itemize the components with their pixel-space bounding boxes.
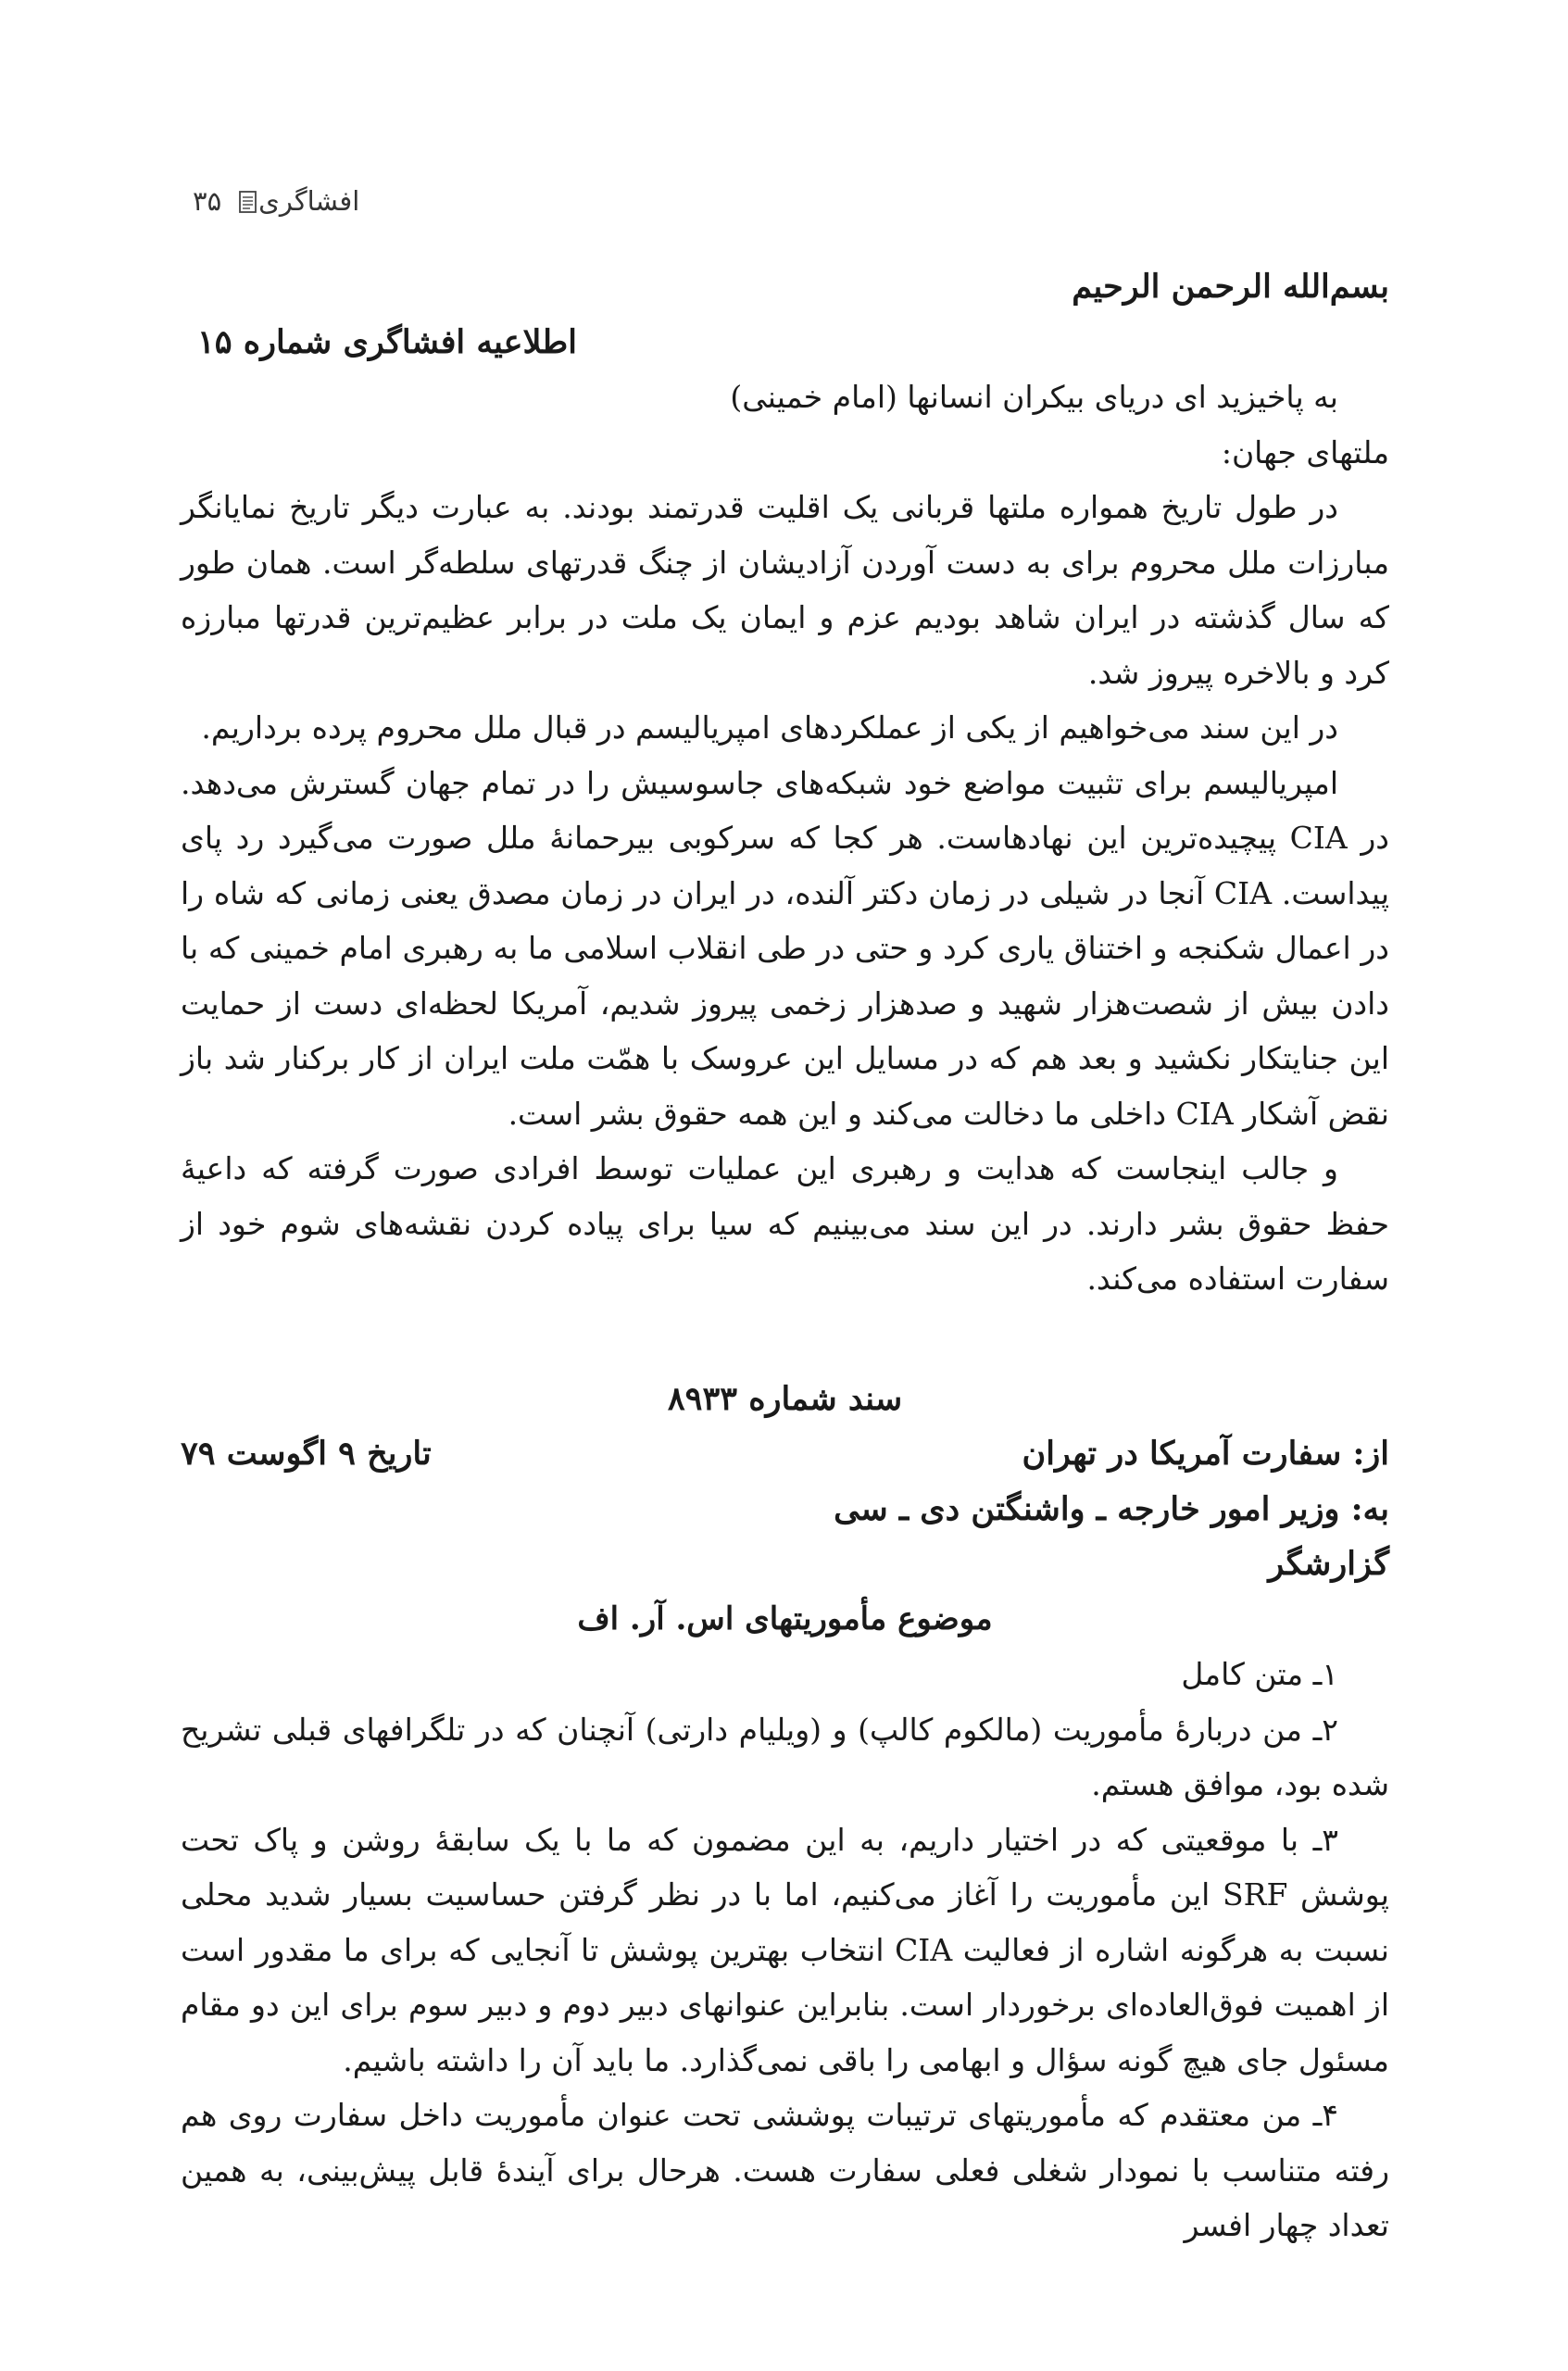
main-text [181, 259, 1389, 2253]
report-label: گزارشگر [1268, 1545, 1389, 1583]
to-line: به: وزیر امور خارجه ـ واشنگتن دی ـ سی [834, 1489, 1389, 1528]
from-line: از: سفارت آمریکا در تهران [1022, 1435, 1389, 1473]
document-title: سند شماره ۸۹۳۳ [667, 1379, 903, 1418]
epigraph-quote: به پاخیزید ای دریای بیکران انسانها (امام خمینی) [730, 379, 1338, 415]
subject-line: موضوع مأموریتهای اس. آر. اف [577, 1599, 993, 1637]
from-date-row [181, 1426, 1389, 1482]
bismillah-heading: بسم‌الله الرحمن الرحیم [1072, 268, 1389, 306]
numbered-item: ۳ـ با موقعیتی که در اختیار داریم، به این مضمون که ما با یک سابقهٔ روشن و پاک تحت پوشش SRF این مأموریت را آغاز می‌کنیم، اما با در نظر گرفتن حساسیت بسیار شدید محلی نسبت به هرگونه اشاره از فعالیت CIA انتخاب بهترین پوشش تا آنجایی که برای ما مقدور است از اهمیت فوق‌العاده‌ای برخوردار است. بنابراین عنوانهای دبیر دوم و دبیر سوم برای این دو مقام مسئول جای هیچ گونه سؤال و ابهامی را باقی نمی‌گذارد. ما باید آن را داشته باشیم. [181, 1821, 1389, 2078]
page-number: ۳۵ [193, 185, 222, 217]
paragraph: در این سند می‌خواهیم از یکی از عملکردهای امپریالیسم در قبال ملل محروم پرده برداریم. [201, 709, 1338, 746]
statement-title: اطلاعیه افشاگری شماره ۱۵ [197, 322, 578, 361]
book-page-icon [238, 189, 258, 213]
paragraph: و جالب اینجاست که هدایت و رهبری این عملیات توسط افرادی صورت گرفته که داعیهٔ حفظ حقوق بشر دارند. در این سند می‌بینیم که سیا برای پیاده کردن نقشه‌های شوم خود از سفارت استفاده می‌کند. [181, 1150, 1389, 1297]
addressee: ملتهای جهان: [1221, 433, 1389, 470]
date-line: تاریخ ۹ اگوست ۷۹ [181, 1435, 432, 1473]
numbered-item: ۴ـ من معتقدم که مأموریتهای ترتیبات پوششی تحت عنوان مأموریت داخل سفارت روی هم رفته متناسب با نمودار شغلی فعلی سفارت هست. هرحال برای آیندهٔ قابل پیش‌بینی، به همین تعداد چهار افسر [181, 2097, 1389, 2243]
running-header [176, 185, 359, 217]
running-title: افشاگری [258, 185, 360, 217]
section-gap [181, 1307, 1389, 1372]
numbered-item: ۲ـ من دربارهٔ مأموریت (مالکوم کالپ) و (ویلیام دارتی) آنچنان که در تلگرافهای قبلی تشریح شده بود، موافق هستم. [181, 1711, 1389, 1802]
paragraph: در طول تاریخ همواره ملتها قربانی یک اقلیت قدرتمند بودند. به عبارت دیگر تاریخ نمایانگر مبارزات ملل محروم برای به دست آوردن آزادیشان از چنگ قدرتهای سلطه‌گر است. همان طور که سال گذشته در ایران شاهد بودیم عزم و ایمان یک ملت در برابر عظیم‌ترین قدرتها مبارزه کرد و بالاخره پیروز شد. [181, 489, 1389, 691]
numbered-item: ۱ـ متن کامل [1181, 1656, 1338, 1692]
paragraph: امپریالیسم برای تثبیت مواضع خود شبکه‌های جاسوسیش را در تمام جهان گسترش می‌دهد. در CIA پیچیده‌ترین این نهادهاست. هر کجا که سرکوبی بیرحمانهٔ ملل صورت می‌گیرد رد پای پیداست. CIA آنجا در شیلی در زمان دکتر آلنده، در ایران در زمان مصدق یعنی زمانی که شاه را در اعمال شکنجه و اختناق یاری کرد و حتی در طی انقلاب اسلامی ما به رهبری امام خمینی که با دادن بیش از شصت‌هزار شهید و صدهزار زخمی پیروز شدیم، آمریکا لحظه‌ای دست از حمایت این جنایتکار نکشید و بعد هم که در مسایل این عروسک با همّت ملت ایران از کار برکنار شد باز نقض آشکار CIA داخلی ما دخالت می‌کند و این همه حقوق بشر است. [181, 764, 1390, 1132]
